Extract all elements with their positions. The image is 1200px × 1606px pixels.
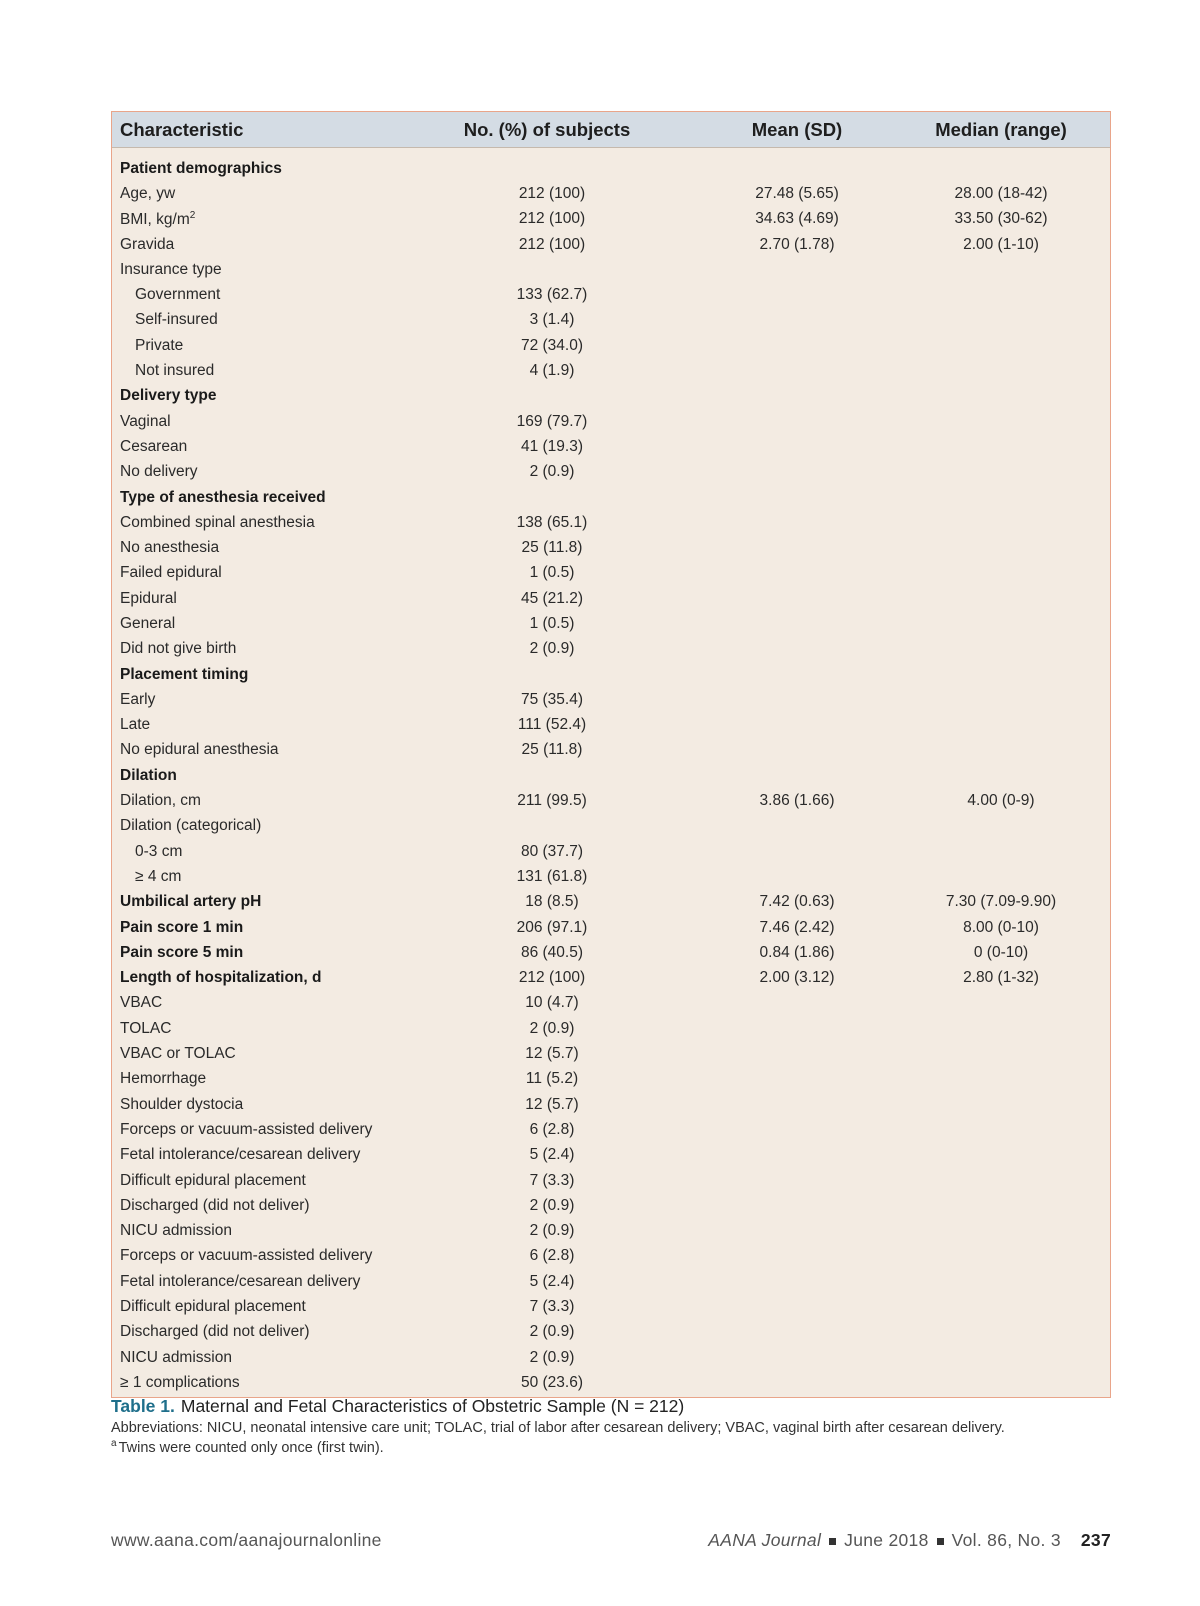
cell-characteristic <box>112 286 392 304</box>
cell-subjects: 5 (2.4) <box>529 1272 575 1290</box>
characteristic-label: Dilation, cm <box>120 792 201 810</box>
cell-subjects: 12 (5.7) <box>525 1045 579 1063</box>
cell-characteristic <box>112 1349 392 1367</box>
cell-median-range: 2.00 (1-10) <box>963 235 1039 253</box>
cell-subjects: 25 (11.8) <box>521 539 583 557</box>
cell-subjects: 4 (1.9) <box>529 362 575 380</box>
characteristic-label: Late <box>120 716 151 734</box>
table-row <box>112 611 1110 636</box>
cell-subjects: 2 (0.9) <box>529 1323 575 1341</box>
characteristic-label: Difficult epidural placement <box>120 1298 306 1315</box>
cell-characteristic <box>112 514 392 532</box>
characteristic-label: Delivery type <box>120 387 217 405</box>
characteristic-label: No epidural anesthesia <box>120 741 279 759</box>
table-row <box>112 637 1110 662</box>
cell-characteristic <box>112 994 392 1012</box>
table-row <box>112 738 1110 763</box>
cell-subjects: 138 (65.1) <box>516 513 588 531</box>
table-row <box>112 1370 1110 1395</box>
cell-characteristic <box>112 413 392 431</box>
cell-characteristic <box>112 868 392 886</box>
table-row <box>112 915 1110 940</box>
cell-characteristic <box>112 1298 392 1316</box>
characteristic-label: Pain score 5 min <box>120 943 244 961</box>
table-row <box>112 940 1110 965</box>
cell-subjects: 10 (4.7) <box>525 994 579 1012</box>
cell-subjects: 169 (79.7) <box>516 412 588 430</box>
table-row <box>112 232 1110 257</box>
characteristic-label: ≥ 1 complications <box>120 1373 240 1391</box>
characteristic-label: Difficult epidural placement <box>120 1171 306 1189</box>
separator-square-icon <box>829 1538 836 1545</box>
cell-subjects: 1 (0.5) <box>529 564 575 582</box>
cell-characteristic <box>112 311 392 329</box>
characteristic-label: Insurance type <box>120 260 222 278</box>
cell-characteristic <box>112 160 392 178</box>
characteristic-label: General <box>120 614 176 632</box>
table-row <box>112 384 1110 409</box>
cell-characteristic <box>112 666 392 684</box>
table-row <box>112 1269 1110 1294</box>
table-row <box>112 1244 1110 1269</box>
cell-subjects: 86 (40.5) <box>520 943 584 961</box>
cell-characteristic <box>112 615 392 633</box>
cell-subjects: 25 (11.8) <box>521 741 583 759</box>
characteristic-label: Forceps or vacuum-assisted delivery <box>120 1120 373 1138</box>
characteristic-label: Not insured <box>135 362 215 380</box>
characteristic-label: TOLAC <box>120 1019 172 1037</box>
cell-subjects: 75 (35.4) <box>520 690 584 708</box>
cell-characteristic <box>112 1146 392 1164</box>
cell-characteristic <box>112 387 392 405</box>
cell-characteristic <box>112 919 392 937</box>
table-row <box>112 1320 1110 1345</box>
cell-characteristic <box>112 1045 392 1063</box>
cell-median-range: 8.00 (0-10) <box>963 918 1039 936</box>
characteristic-label: Combined spinal anesthesia <box>120 513 315 531</box>
footer-date: June 2018 <box>844 1530 929 1550</box>
footer-url[interactable]: www.aana.com/aanajournalonline <box>111 1530 382 1550</box>
table-row <box>112 687 1110 712</box>
cell-characteristic <box>112 1197 392 1215</box>
characteristic-label: No anesthesia <box>120 539 220 557</box>
header-characteristic: Characteristic <box>120 118 244 140</box>
cell-subjects: 2 (0.9) <box>529 640 575 658</box>
cell-subjects: 3 (1.4) <box>529 311 575 329</box>
cell-characteristic <box>112 767 392 785</box>
table-body <box>112 148 1110 1397</box>
cell-subjects: 41 (19.3) <box>520 437 584 455</box>
table-row <box>112 662 1110 687</box>
table-row <box>112 561 1110 586</box>
characteristic-label: Self-insured <box>135 311 218 329</box>
characteristic-label: Failed epidural <box>120 564 222 582</box>
cell-subjects: 2 (0.9) <box>529 463 575 481</box>
cell-characteristic <box>112 640 392 658</box>
table-row <box>112 788 1110 813</box>
cell-subjects: 72 (34.0) <box>520 336 584 354</box>
cell-subjects: 11 (5.2) <box>525 1070 579 1088</box>
characteristic-label: Hemorrhage <box>120 1070 207 1088</box>
cell-characteristic <box>112 236 392 254</box>
cell-subjects: 212 (100) <box>518 184 586 202</box>
table-row <box>112 257 1110 282</box>
cell-characteristic <box>112 893 392 911</box>
table-row <box>112 839 1110 864</box>
characteristic-label: Shoulder dystocia <box>120 1095 244 1113</box>
cell-characteristic <box>112 716 392 734</box>
table-row <box>112 1092 1110 1117</box>
cell-median-range: 0 (0-10) <box>973 943 1029 961</box>
table-row <box>112 409 1110 434</box>
footer-page-number: 237 <box>1080 1530 1111 1550</box>
characteristic-label: VBAC or TOLAC <box>120 1045 236 1063</box>
characteristic-label: Dilation <box>120 766 177 784</box>
characteristic-label: Did not give birth <box>120 640 237 658</box>
table-header <box>112 112 1110 148</box>
footer-volume: Vol. 86, No. 3 <box>951 1530 1061 1550</box>
cell-subjects: 7 (3.3) <box>529 1298 575 1315</box>
cell-subjects: 133 (62.7) <box>516 286 588 304</box>
cell-characteristic <box>112 590 392 608</box>
cell-characteristic <box>112 1020 392 1038</box>
characteristic-label: Discharged (did not deliver) <box>120 1196 310 1214</box>
cell-subjects: 2 (0.9) <box>529 1222 575 1240</box>
cell-characteristic <box>112 817 392 835</box>
cell-characteristic <box>112 1374 392 1392</box>
cell-subjects: 206 (97.1) <box>516 918 588 936</box>
cell-subjects: 2 (0.9) <box>529 1196 575 1214</box>
cell-median-range: 4.00 (0-9) <box>967 792 1035 810</box>
cell-subjects: 80 (37.7) <box>520 842 584 860</box>
separator-square-icon <box>937 1538 944 1545</box>
cell-median-range: 7.30 (7.09-9.90) <box>945 893 1057 911</box>
characteristic-label: Gravida <box>120 235 175 253</box>
characteristic-label: NICU admission <box>120 1222 232 1240</box>
cell-characteristic <box>112 792 392 810</box>
characteristic-label: Umbilical artery pH <box>120 893 262 911</box>
cell-characteristic <box>112 741 392 759</box>
table-row <box>112 1143 1110 1168</box>
table-row <box>112 1117 1110 1142</box>
footnote-text: Twins were counted only once (first twin). <box>118 1439 384 1456</box>
table-row <box>112 1016 1110 1041</box>
caption-title: Maternal and Fetal Characteristics of Obstetric Sample (N = 212) <box>180 1396 685 1416</box>
cell-characteristic <box>112 944 392 962</box>
table-row <box>112 890 1110 915</box>
table-row <box>112 586 1110 611</box>
cell-mean-sd: 2.70 (1.78) <box>759 235 835 253</box>
characteristics-table <box>111 111 1111 1398</box>
cell-median-range: 2.80 (1-32) <box>963 969 1039 987</box>
table-row <box>112 308 1110 333</box>
table-row <box>112 1193 1110 1218</box>
cell-mean-sd: 7.46 (2.42) <box>759 918 835 936</box>
table-row <box>112 991 1110 1016</box>
characteristic-label: VBAC <box>120 994 163 1012</box>
table-row <box>112 485 1110 510</box>
characteristic-label: Government <box>135 286 221 304</box>
table-caption <box>111 1396 1111 1456</box>
cell-mean-sd: 34.63 (4.69) <box>755 210 839 228</box>
cell-characteristic <box>112 1323 392 1341</box>
table-row <box>112 864 1110 889</box>
table-row <box>112 207 1110 232</box>
footnote-mark: a <box>111 1438 117 1449</box>
cell-characteristic <box>112 438 392 456</box>
cell-characteristic <box>112 1070 392 1088</box>
characteristic-label: Private <box>135 336 184 354</box>
cell-characteristic <box>112 539 392 557</box>
characteristic-label: Epidural <box>120 589 177 607</box>
cell-subjects: 18 (8.5) <box>525 893 579 911</box>
table-row <box>112 1294 1110 1319</box>
characteristic-label: Age, yw <box>120 184 176 202</box>
characteristic-label: Placement timing <box>120 665 249 683</box>
characteristic-label: ≥ 4 cm <box>135 867 182 885</box>
cell-characteristic <box>112 362 392 380</box>
characteristic-label: NICU admission <box>120 1348 232 1366</box>
cell-characteristic <box>112 210 392 229</box>
cell-mean-sd: 7.42 (0.63) <box>759 893 835 911</box>
table-row <box>112 510 1110 535</box>
characteristic-label: Early <box>120 690 156 708</box>
caption-footnote <box>111 1438 1111 1456</box>
header-median-range: Median (range) <box>935 118 1067 140</box>
cell-subjects: 6 (2.8) <box>529 1247 575 1265</box>
cell-median-range: 33.50 (30-62) <box>954 210 1048 228</box>
cell-characteristic <box>112 185 392 203</box>
table-row <box>112 1345 1110 1370</box>
table-row <box>112 814 1110 839</box>
characteristic-label: Fetal intolerance/cesarean delivery <box>120 1272 361 1290</box>
characteristic-label: Patient demographics <box>120 159 282 177</box>
cell-median-range: 28.00 (18-42) <box>954 184 1048 202</box>
cell-subjects: 2 (0.9) <box>529 1348 575 1366</box>
table-row <box>112 460 1110 485</box>
table-row <box>112 434 1110 459</box>
cell-characteristic <box>112 843 392 861</box>
cell-subjects: 131 (61.8) <box>516 867 588 885</box>
cell-characteristic <box>112 564 392 582</box>
characteristic-label: Cesarean <box>120 437 188 455</box>
table-row <box>112 1041 1110 1066</box>
characteristic-label: Dilation (categorical) <box>120 817 262 835</box>
cell-characteristic <box>112 489 392 507</box>
characteristic-label: Type of anesthesia received <box>120 488 326 506</box>
cell-subjects: 111 (52.4) <box>517 716 587 734</box>
caption-title-line <box>111 1396 1111 1417</box>
caption-number: Table 1. <box>111 1396 175 1416</box>
table-row <box>112 1218 1110 1243</box>
cell-characteristic <box>112 1273 392 1291</box>
table-row <box>112 713 1110 738</box>
cell-characteristic <box>112 337 392 355</box>
table-row <box>112 1067 1110 1092</box>
cell-mean-sd: 0.84 (1.86) <box>759 943 835 961</box>
cell-characteristic <box>112 1172 392 1190</box>
cell-subjects: 1 (0.5) <box>529 614 575 632</box>
table-row <box>112 535 1110 560</box>
characteristic-label: BMI, kg/m <box>120 210 190 228</box>
cell-characteristic <box>112 969 392 987</box>
cell-subjects: 212 (100) <box>518 235 586 253</box>
cell-characteristic <box>112 261 392 279</box>
cell-mean-sd: 2.00 (3.12) <box>759 969 835 987</box>
table-row <box>112 1168 1110 1193</box>
table-row <box>112 763 1110 788</box>
cell-subjects: 12 (5.7) <box>525 1095 579 1113</box>
cell-mean-sd: 27.48 (5.65) <box>755 184 839 202</box>
cell-subjects: 2 (0.9) <box>529 1019 575 1037</box>
header-subjects: No. (%) of subjects <box>463 118 631 140</box>
cell-subjects: 7 (3.3) <box>529 1171 575 1189</box>
cell-subjects: 212 (100) <box>518 210 586 228</box>
characteristic-label: Forceps or vacuum-assisted delivery <box>120 1247 373 1265</box>
characteristic-label: Fetal intolerance/cesarean delivery <box>120 1146 361 1164</box>
characteristic-label: Discharged (did not deliver) <box>120 1323 310 1341</box>
characteristic-label: No delivery <box>120 463 198 481</box>
table-row <box>112 156 1110 181</box>
table-row <box>112 282 1110 307</box>
characteristic-label: 0-3 cm <box>135 842 183 860</box>
characteristic-label: Vaginal <box>120 412 171 430</box>
cell-subjects: 211 (99.5) <box>517 792 587 810</box>
characteristic-label: Length of hospitalization, d <box>120 969 322 987</box>
cell-mean-sd: 3.86 (1.66) <box>759 792 835 810</box>
cell-subjects: 212 (100) <box>518 969 586 987</box>
cell-characteristic <box>112 1247 392 1265</box>
table-row <box>112 181 1110 206</box>
footer-citation <box>708 1530 1111 1551</box>
cell-subjects: 6 (2.8) <box>529 1120 575 1138</box>
cell-characteristic <box>112 1121 392 1139</box>
cell-subjects: 5 (2.4) <box>529 1146 575 1164</box>
table-row <box>112 358 1110 383</box>
unit-superscript: 2 <box>189 209 196 221</box>
caption-abbreviations: Abbreviations: NICU, neonatal intensive care unit; TOLAC, trial of labor after cesarean delivery; VBAC, vaginal birth after cesarean delivery. <box>111 1420 1005 1436</box>
cell-subjects: 50 (23.6) <box>520 1373 584 1391</box>
cell-characteristic <box>112 463 392 481</box>
header-mean-sd: Mean (SD) <box>751 118 843 140</box>
table-row <box>112 966 1110 991</box>
footer-journal: AANA Journal <box>708 1530 822 1550</box>
table-row <box>112 333 1110 358</box>
cell-characteristic <box>112 691 392 709</box>
cell-characteristic <box>112 1096 392 1114</box>
characteristic-label: Pain score 1 min <box>120 918 244 936</box>
cell-subjects: 45 (21.2) <box>520 589 584 607</box>
cell-characteristic <box>112 1222 392 1240</box>
